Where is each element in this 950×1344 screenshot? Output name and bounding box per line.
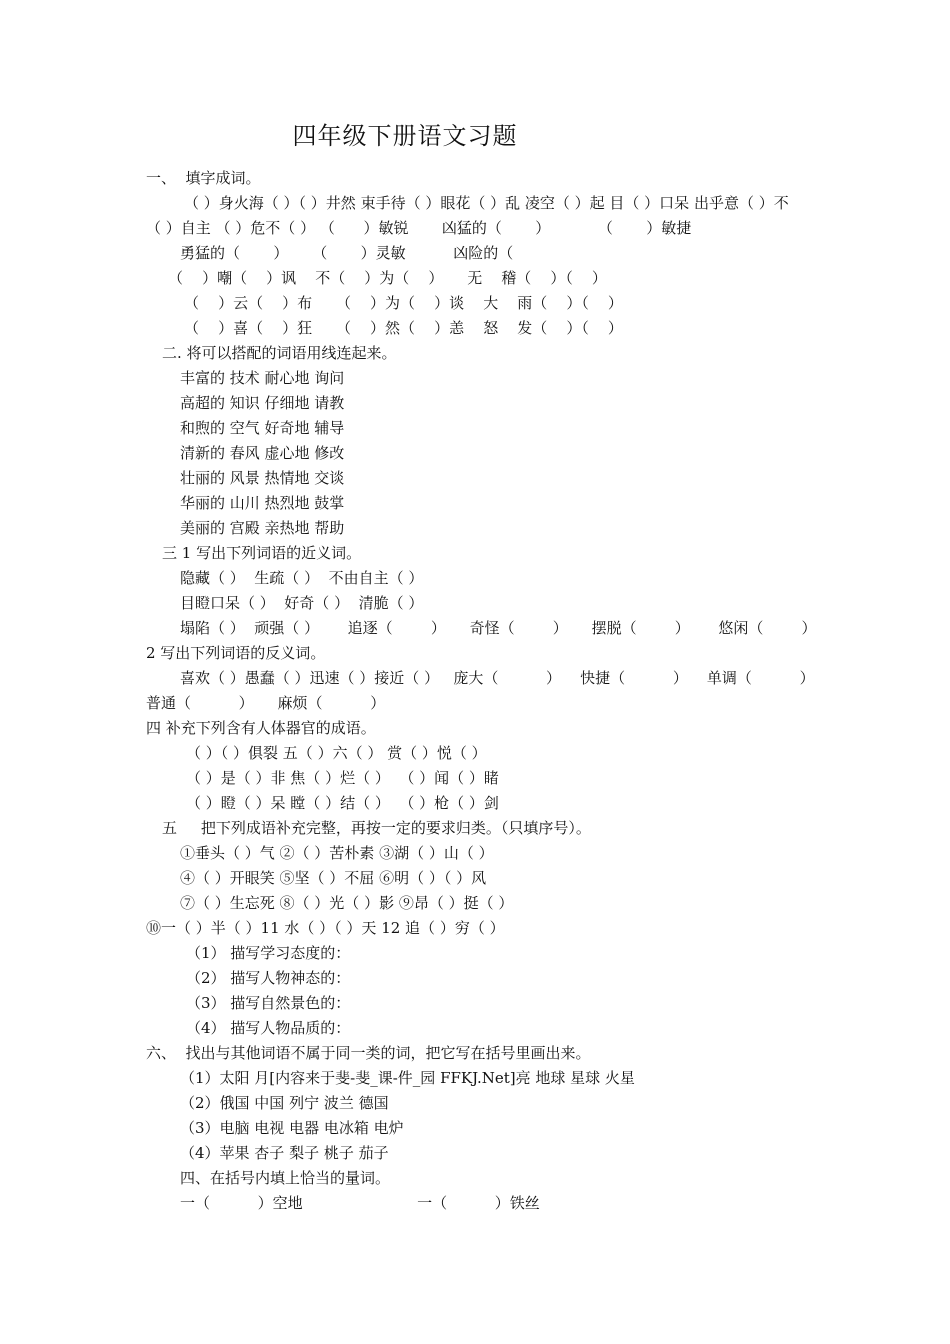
text-line: （ ）瞪（ ）呆 瞠（ ）结（ ） （ ）枪（ ）剑 <box>186 794 499 812</box>
text-line: （ ）自主 （ ）危不（ ） （ ）敏锐 凶猛的（ ） （ ）敏捷 <box>146 219 692 237</box>
section-5-heading: 五 把下列成语补充完整，再按一定的要求归类。（只填序号）。 <box>162 819 591 837</box>
text-line: ⑦（ ）生忘死 ⑧（ ）光（ ）影 ⑨昂（ ）挺（ ） <box>180 894 514 912</box>
page-title: 四年级下册语文习题 <box>292 122 518 150</box>
text-line: （ ）喜（ ）狂 （ ）然（ ）恙 怒 发（ ）（ ） <box>184 319 623 337</box>
text-line: （4）苹果 杏子 梨子 桃子 茄子 <box>180 1144 389 1162</box>
text-line: 一（ ）空地 一（ ）铁丝 <box>180 1194 540 1212</box>
text-line: 美丽的 宫殿 亲热地 帮助 <box>180 519 345 537</box>
text-line: （ ）嘲（ ）讽 不（ ）为（ ） 无 稽（ ）（ ） <box>168 269 607 287</box>
text-line: 普通（ ） 麻烦（ ） <box>146 694 386 712</box>
section-6-heading: 六、 找出与其他词语不属于同一类的词，把它写在括号里画出来。 <box>146 1044 591 1062</box>
text-line: （3）电脑 电视 电器 电冰箱 电炉 <box>180 1119 404 1137</box>
text-line: （2） 描写人物神态的： <box>186 969 351 987</box>
text-line: （1） 描写学习态度的： <box>186 944 351 962</box>
section-1-heading: 一、 填字成词。 <box>146 169 261 187</box>
text-line: 塌陷（ ） 顽强（ ） 追逐（ ） 奇怪（ ） 摆脱（ ） 悠闲（ ） <box>180 619 817 637</box>
text-line: 勇猛的（ ） （ ）灵敏 凶险的（ <box>180 244 514 262</box>
text-line: （4） 描写人物品质的： <box>186 1019 351 1037</box>
section-4-heading: 四 补充下列含有人体器官的成语。 <box>146 719 376 737</box>
text-line: 丰富的 技术 耐心地 询问 <box>180 369 345 387</box>
text-line: 壮丽的 风景 热情地 交谈 <box>180 469 345 487</box>
text-line: （ ）是（ ）非 焦（ ）烂（ ） （ ）闻（ ）睹 <box>186 769 499 787</box>
text-line: （1）太阳 月[内容来于斐-斐_课-件_园 FFKJ.Net]亮 地球 星球 火星 <box>180 1069 635 1087</box>
text-line: ⑩一（ ）半（ ）11 水（ ）（ ）天 12 追（ ）穷（ ） <box>146 919 505 937</box>
text-line: 华丽的 山川 热烈地 鼓掌 <box>180 494 345 512</box>
text-line: 目瞪口呆（ ） 好奇（ ） 清脆（ ） <box>180 594 424 612</box>
text-line: 清新的 春风 虚心地 修改 <box>180 444 345 462</box>
text-line: 和煦的 空气 好奇地 辅导 <box>180 419 345 437</box>
subsection-heading: 2 写出下列词语的反义词。 <box>146 644 326 662</box>
text-line: 隐藏（ ） 生疏（ ） 不由自主（ ） <box>180 569 424 587</box>
text-line: 高超的 知识 仔细地 请教 <box>180 394 345 412</box>
text-line: ①垂头（ ）气 ②（ ）苦朴素 ③湖（ ）山（ ） <box>180 844 494 862</box>
text-line: （ ）云（ ）布 （ ）为（ ）谈 大 雨（ ）（ ） <box>184 294 623 312</box>
text-line: （ ）（ ）俱裂 五（ ）六（ ） 赏（ ）悦（ ） <box>186 744 487 762</box>
section-heading: 四、在括号内填上恰当的量词。 <box>180 1169 391 1187</box>
section-3-heading: 三 1 写出下列词语的近义词。 <box>162 544 362 562</box>
text-line: （3） 描写自然景色的： <box>186 994 351 1012</box>
section-2-heading: 二. 将可以搭配的词语用线连起来。 <box>162 344 397 362</box>
text-line: 喜欢（ ）愚蠢（ ）迅速（ ）接近（ ） 庞大（ ） 快捷（ ） 单调（ ） <box>180 669 815 687</box>
text-line: ④（ ）开眼笑 ⑤坚（ ）不屈 ⑥明（ ）（ ）风 <box>180 869 487 887</box>
text-line: （2）俄国 中国 列宁 波兰 德国 <box>180 1094 389 1112</box>
text-line: （ ）身火海（ ）（ ）井然 束手待（ ）眼花（ ）乱 凌空（ ）起 目（ ）口呆 出乎意（ ）不 <box>184 194 789 212</box>
